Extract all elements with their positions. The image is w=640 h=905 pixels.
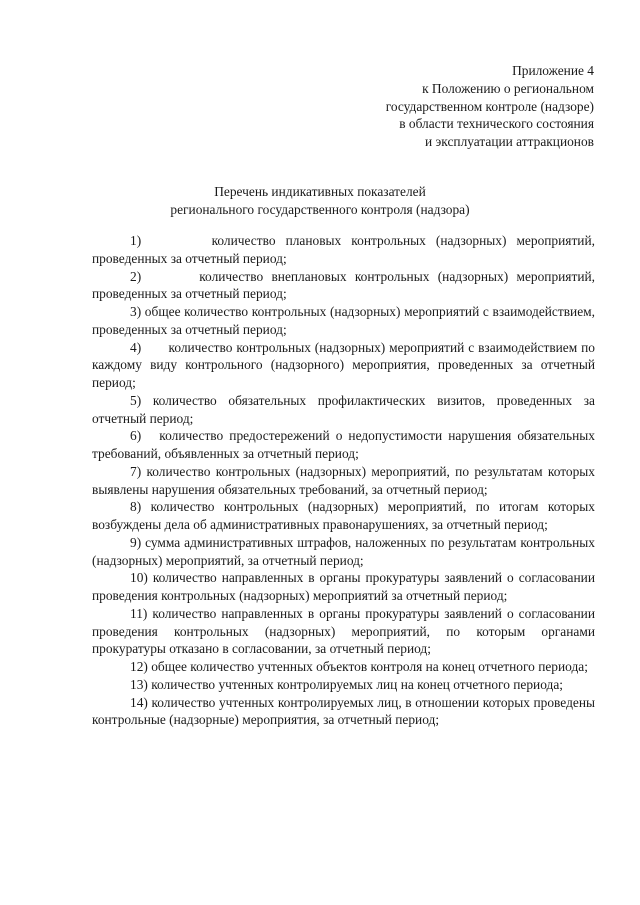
- list-item: 6) количество предостережений о недопустимости нарушения обязательных требований, объявленных за отчетный период;: [92, 428, 595, 461]
- list-item: 11) количество направленных в органы прокуратуры заявлений о согласовании проведения контрольных (надзорных) мероприятий, по которым органами прокуратуры отказано в согласовании, за отчетный период;: [92, 605, 595, 657]
- list-item: 4) количество контрольных (надзорных) мероприятий с взаимодействием по каждому виду контрольного (надзорного) мероприятия, проведенных за отчетный период;: [92, 339, 595, 390]
- appendix-reference-line: в области технического состояния: [399, 116, 594, 132]
- appendix-reference-line: и эксплуатации аттракционов: [425, 134, 594, 150]
- appendix-reference-line: к Положению о региональном: [422, 80, 594, 96]
- appendix-number: Приложение 4: [512, 63, 594, 78]
- title-line: регионального государственного контроля (надзора): [170, 201, 470, 217]
- appendix-header: [294, 62, 594, 151]
- document-title: [0, 183, 640, 218]
- list-item: 13) количество учтенных контролируемых лиц на конец отчетного периода;: [130, 676, 564, 692]
- list-item: 3) общее количество контрольных (надзорных) мероприятий с взаимодействием, проведенных за отчетный период;: [92, 304, 595, 337]
- title-line: Перечень индикативных показателей: [214, 184, 426, 199]
- indicator-list: [92, 232, 595, 729]
- list-item: 10) количество направленных в органы прокуратуры заявлений о согласовании проведения контрольных (надзорных) мероприятий за отчетный период;: [92, 570, 595, 603]
- list-item: 1) количество плановых контрольных (надзорных) мероприятий, проведенных за отчетный период;: [92, 233, 595, 266]
- list-item: 12) общее количество учтенных объектов контроля на конец отчетного периода;: [130, 659, 588, 674]
- list-item: 8) количество контрольных (надзорных) мероприятий, по итогам которых возбуждены дела об административных правонарушениях, за отчетный период;: [92, 499, 595, 532]
- list-item: 7) количество контрольных (надзорных) мероприятий, по результатам которых выявлены нарушения обязательных требований, за отчетный период;: [92, 463, 595, 497]
- list-item: 2) количество внеплановых контрольных (надзорных) мероприятий, проведенных за отчетный период;: [92, 268, 595, 302]
- list-item: 14) количество учтенных контролируемых лиц, в отношении которых проведены контрольные (надзорные) мероприятия, за отчетный период;: [92, 694, 595, 728]
- list-item: 5) количество обязательных профилактических визитов, проведенных за отчетный период;: [92, 392, 595, 426]
- appendix-reference-line: государственном контроле (надзоре): [385, 98, 594, 114]
- list-item: 9) сумма административных штрафов, наложенных по результатам контрольных (надзорных) мероприятий, за отчетный период;: [92, 534, 595, 568]
